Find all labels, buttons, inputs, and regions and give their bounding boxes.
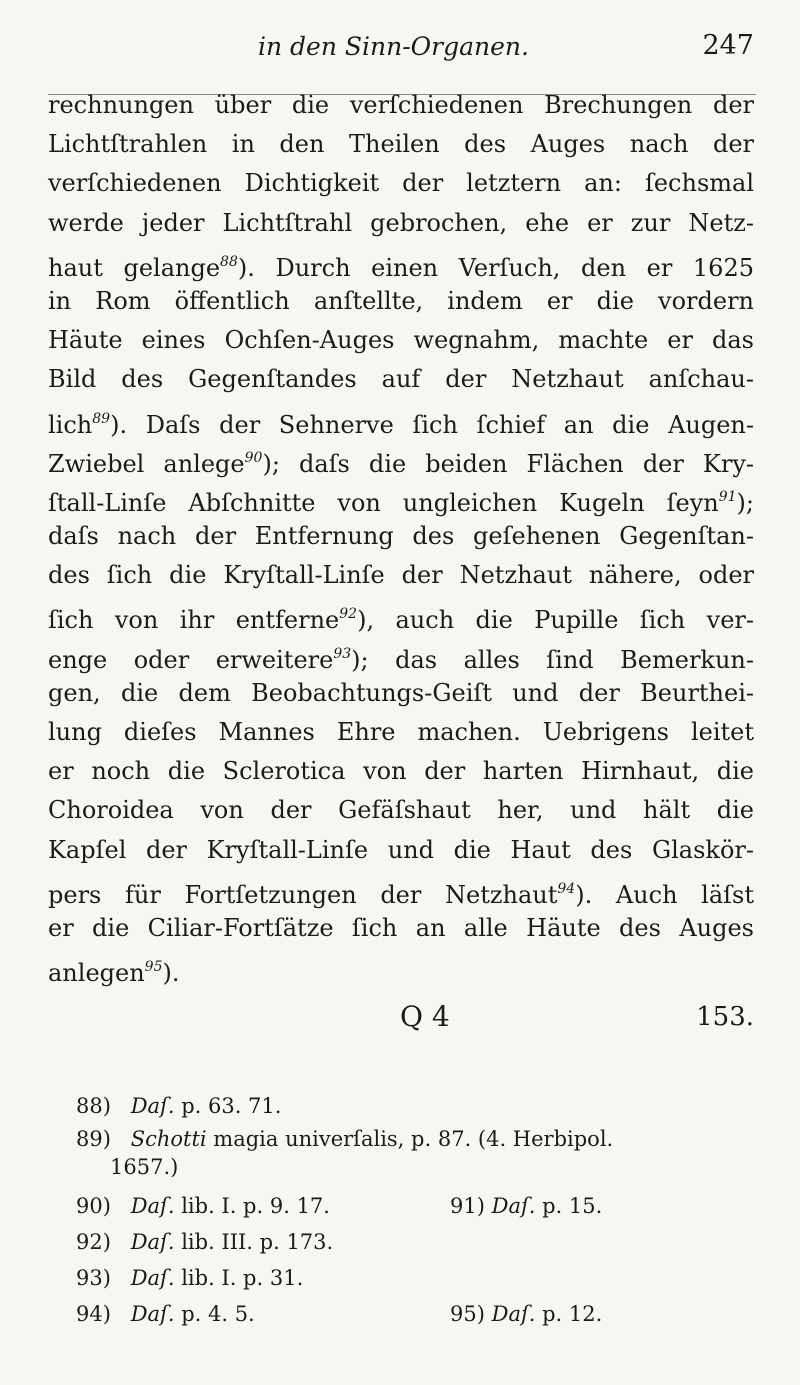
footnote-source: Daſ. (491, 1302, 536, 1326)
text-segment: ); (736, 488, 754, 517)
text-line: Kapſel der Kryſtall-Linſe und die Haut des Glaskör- (48, 835, 754, 864)
footnote-number: 95) (450, 1302, 485, 1326)
footnote-row-94-95 (76, 1296, 756, 1332)
footnotes (76, 1088, 756, 1332)
text-line: daſs nach der Entfernung des geſehenen Gegenſtan- (48, 522, 754, 551)
text-line (48, 870, 754, 909)
text-segment: ). Durch einen Verſuch, den er 1625 (237, 253, 754, 282)
text-segment: anlegen (48, 959, 145, 988)
footnote-text: p. 63. 71. (181, 1094, 282, 1118)
footnote-reference: 92 (339, 606, 358, 623)
footnote-text: lib. I. p. 9. 17. (181, 1194, 330, 1218)
text-segment: ); das alles ſind Bemerkun- (351, 645, 755, 674)
text-line (48, 243, 754, 282)
text-line (48, 948, 754, 987)
footnote-source: Daſ. (130, 1094, 175, 1118)
footnote-number: 90) (76, 1194, 111, 1218)
text-segment: ). Daſs der Sehnerve ſich ſchief an die Augen- (110, 410, 754, 439)
footnote-source: Daſ. (491, 1194, 536, 1218)
footnote-source: Daſ. (130, 1194, 175, 1218)
footnote-reference: 91 (718, 488, 737, 505)
text-line (48, 439, 754, 478)
footnote-text: lib. III. p. 173. (181, 1230, 334, 1254)
text-line: Choroidea von der Gefäſshaut her, und hält die (48, 796, 754, 825)
page-number: 247 (702, 30, 754, 61)
footnote-92 (76, 1224, 756, 1260)
text-line (48, 478, 754, 517)
text-line: er die Ciliar-Fortſätze ſich an alle Häute des Auges (48, 913, 754, 942)
text-segment: enge oder erweitere (48, 645, 334, 674)
footnote-text: p. 15. (542, 1194, 603, 1218)
footnote-text: magia univerſalis, p. 87. (4. Herbipol. (213, 1127, 614, 1151)
footnote-source: Schotti (130, 1127, 207, 1151)
text-line: gen, die dem Beobachtungs-Geiſt und der Beurthei- (48, 678, 754, 707)
text-line: er noch die Sclerotica von der harten Hirnhaut, die (48, 757, 754, 786)
running-title: in den Sinn-Organen. (258, 32, 529, 61)
text-line: Häute eines Ochſen-Auges wegnahm, machte er das (48, 326, 754, 355)
footnote-number: 89) (76, 1127, 111, 1151)
text-line (48, 595, 754, 634)
footnote-95 (450, 1296, 602, 1332)
page-header (0, 30, 800, 74)
body-text (48, 86, 754, 987)
text-segment: ); daſs die beiden Flächen der Kry- (262, 449, 754, 478)
footnote-91 (450, 1188, 602, 1224)
footnote-number: 93) (76, 1266, 111, 1290)
footnote-90 (76, 1194, 330, 1218)
footnote-number: 88) (76, 1094, 111, 1118)
footnote-source: Daſ. (130, 1266, 175, 1290)
text-segment: haut gelange (48, 253, 221, 282)
text-segment: ). Auch läſst (575, 880, 754, 909)
text-segment: pers für Fortſetzungen der Netzhaut (48, 880, 558, 909)
text-line: rechnungen über die verſchiedenen Brechungen der (48, 91, 754, 119)
catchword: 153. (696, 1002, 754, 1032)
footnote-number: 92) (76, 1230, 111, 1254)
footnote-reference: 89 (92, 410, 111, 427)
footnote-reference: 90 (244, 449, 263, 466)
footnote-reference: 88 (220, 253, 238, 270)
footnote-88 (76, 1088, 756, 1124)
text-line (48, 635, 754, 674)
footnote-source: Daſ. (130, 1230, 175, 1254)
text-segment: Zwiebel anlege (48, 449, 245, 478)
text-line: des ſich die Kryſtall-Linſe der Netzhaut nähere, oder (48, 561, 754, 590)
text-line: verſchiedenen Dichtigkeit der letztern an: ſechsmal (48, 169, 754, 198)
footnote-94 (76, 1302, 255, 1326)
text-line: werde jeder Lichtſtrahl gebrochen, ehe er zur Netz- (48, 208, 754, 237)
footnote-text: p. 12. (542, 1302, 603, 1326)
text-segment: ). (162, 959, 180, 988)
footnote-reference: 95 (144, 959, 163, 976)
footnote-row-90-91 (76, 1188, 756, 1224)
text-line: lung dieſes Mannes Ehre machen. Uebrigens leitet (48, 718, 754, 746)
footnote-text: lib. I. p. 31. (181, 1266, 304, 1290)
text-segment: ſich von ihr entferne (48, 606, 340, 635)
footnote-number: 94) (76, 1302, 111, 1326)
footnote-reference: 93 (333, 645, 352, 662)
text-line: Bild des Gegenſtandes auf der Netzhaut anſchau- (48, 365, 754, 394)
text-segment: ), auch die Pupille ſich ver- (357, 606, 755, 635)
text-line (48, 400, 754, 439)
footnote-reference: 94 (557, 880, 576, 897)
footnote-93 (76, 1260, 756, 1296)
text-segment: ſtall-Linſe Abſchnitte von ungleichen Kugeln ſeyn (48, 488, 719, 517)
footnote-source: Daſ. (130, 1302, 175, 1326)
footnote-89 (76, 1124, 756, 1154)
text-line: in Rom öffentlich anſtellte, indem er die vordern (48, 286, 754, 315)
signature-row (0, 1000, 800, 1040)
text-segment: lich (48, 410, 93, 439)
footnote-number: 91) (450, 1194, 485, 1218)
footnote-text: p. 4. 5. (181, 1302, 255, 1326)
text-line: Lichtſtrahlen in den Theilen des Auges nach der (48, 130, 754, 159)
signature-mark: Q 4 (400, 1000, 450, 1033)
footnote-89-continuation: 1657.) (110, 1155, 179, 1179)
